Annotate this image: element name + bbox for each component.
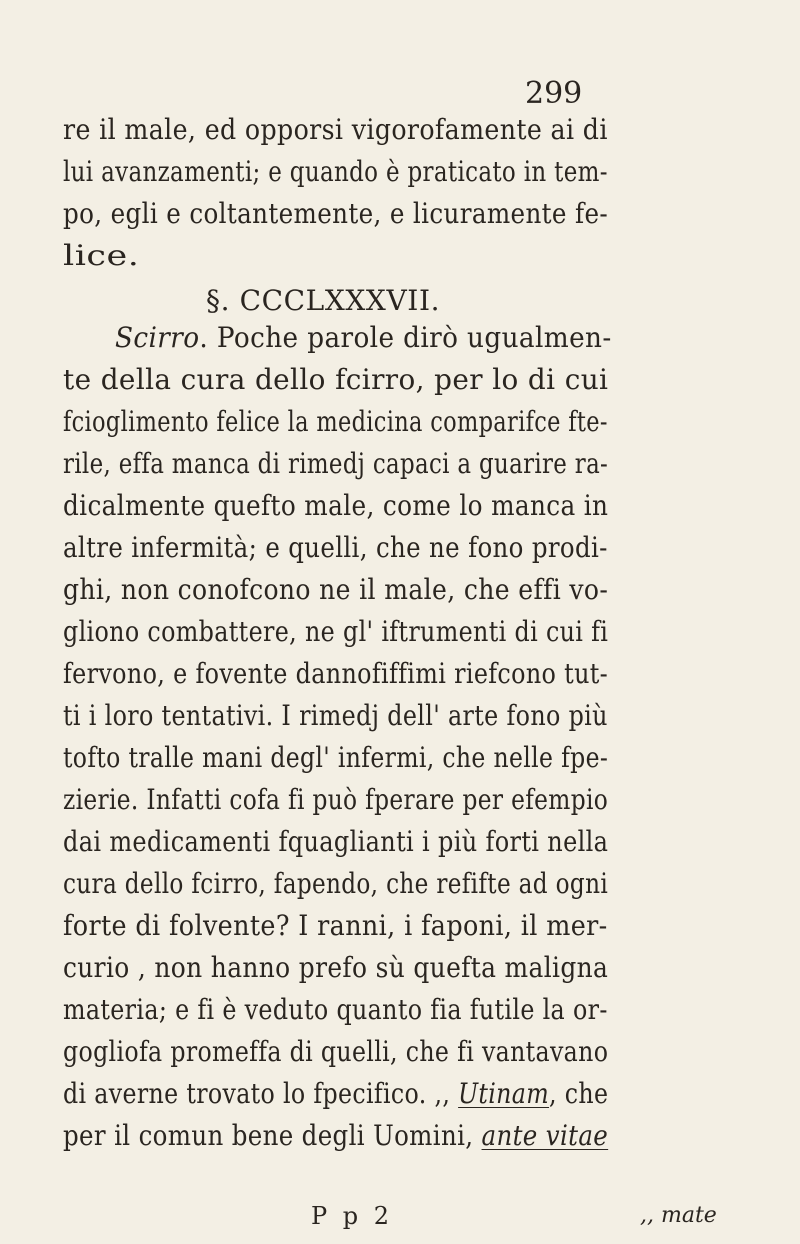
text-segment: te della cura dello fcirro, per lo di cui <box>63 363 609 396</box>
text-segment: lui avanzamenti; e quando è praticato in tem- <box>63 155 608 188</box>
text-segment: Scirro <box>115 321 200 354</box>
text-line <box>63 864 608 904</box>
text-segment: . Poche parole dirò ugualmen- <box>199 321 612 354</box>
text-segment: per il comun bene degli Uomini, <box>63 1119 482 1152</box>
signature-mark: P p 2 <box>311 1202 394 1230</box>
text-line <box>63 152 608 192</box>
text-segment: cura dello fcirro, fapendo, che refifte ad ogni <box>63 867 609 900</box>
text-line <box>63 1116 608 1156</box>
text-segment: rile, effa manca di rimedj capaci a guarire ra- <box>63 447 609 480</box>
text-segment: ghi, non conofcono ne il male, che effi vo- <box>63 573 609 606</box>
text-line <box>63 654 608 694</box>
text-segment: re il male, ed opporsi vigorofamente ai di <box>63 113 608 146</box>
text-segment: tofto tralle mani degl' infermi, che nelle fpe- <box>63 741 609 774</box>
text-line <box>63 486 608 526</box>
text-line <box>63 444 608 484</box>
text-line <box>63 990 608 1030</box>
text-line <box>63 1032 608 1072</box>
text-line <box>63 110 608 150</box>
page-number: 299 <box>525 76 583 111</box>
text-line <box>63 570 608 610</box>
text-line <box>63 948 608 988</box>
text-line <box>63 612 608 652</box>
text-line <box>63 360 608 400</box>
text-segment: fcioglimento felice la medicina comparifce fte- <box>63 405 608 438</box>
section-heading: §. CCCLXXXVII. <box>206 284 441 317</box>
text-segment: lice. <box>63 239 140 272</box>
text-line <box>63 696 608 736</box>
text-segment: fervono, e fovente dannofiffimi riefcono tut- <box>63 657 609 690</box>
text-segment: , che <box>549 1077 609 1110</box>
text-line <box>63 906 608 946</box>
text-segment: altre infermità; e quelli, che ne fono prodi- <box>63 531 608 564</box>
text-segment: zierie. Infatti cofa fi può fperare per efempio <box>63 783 609 816</box>
text-line <box>63 822 608 862</box>
page-footer <box>0 1199 800 1235</box>
text-line <box>63 1074 608 1114</box>
text-segment: di averne trovato lo fpecifico. ,, <box>63 1077 459 1110</box>
text-segment: po, egli e coltantemente, e licuramente fe- <box>63 197 609 230</box>
text-line <box>63 194 608 234</box>
text-line <box>115 318 612 358</box>
text-segment: ante vitae <box>481 1119 609 1152</box>
text-segment: materia; e fi è veduto quanto fia futile la or- <box>63 993 608 1026</box>
text-segment: forte di folvente? I ranni, i faponi, il mer- <box>63 909 608 942</box>
text-segment: dicalmente quefto male, come lo manca in <box>63 489 609 522</box>
text-segment: curio , non hanno prefo sù quefta maligna <box>63 951 609 984</box>
catchword: ,, mate <box>640 1203 717 1228</box>
text-segment: gliono combattere, ne gl' iftrumenti di cui fi <box>63 615 609 648</box>
text-line <box>63 528 608 568</box>
text-line <box>63 738 608 778</box>
text-segment: gogliofa promeffa di quelli, che fi vantavano <box>63 1035 609 1068</box>
text-line <box>63 236 139 276</box>
text-line <box>63 402 608 442</box>
text-segment: Utinam <box>458 1077 550 1110</box>
text-line <box>63 780 608 820</box>
text-segment: ti i loro tentativi. I rimedj dell' arte fono più <box>63 699 608 732</box>
text-segment: dai medicamenti fquaglianti i più forti nella <box>63 825 609 858</box>
